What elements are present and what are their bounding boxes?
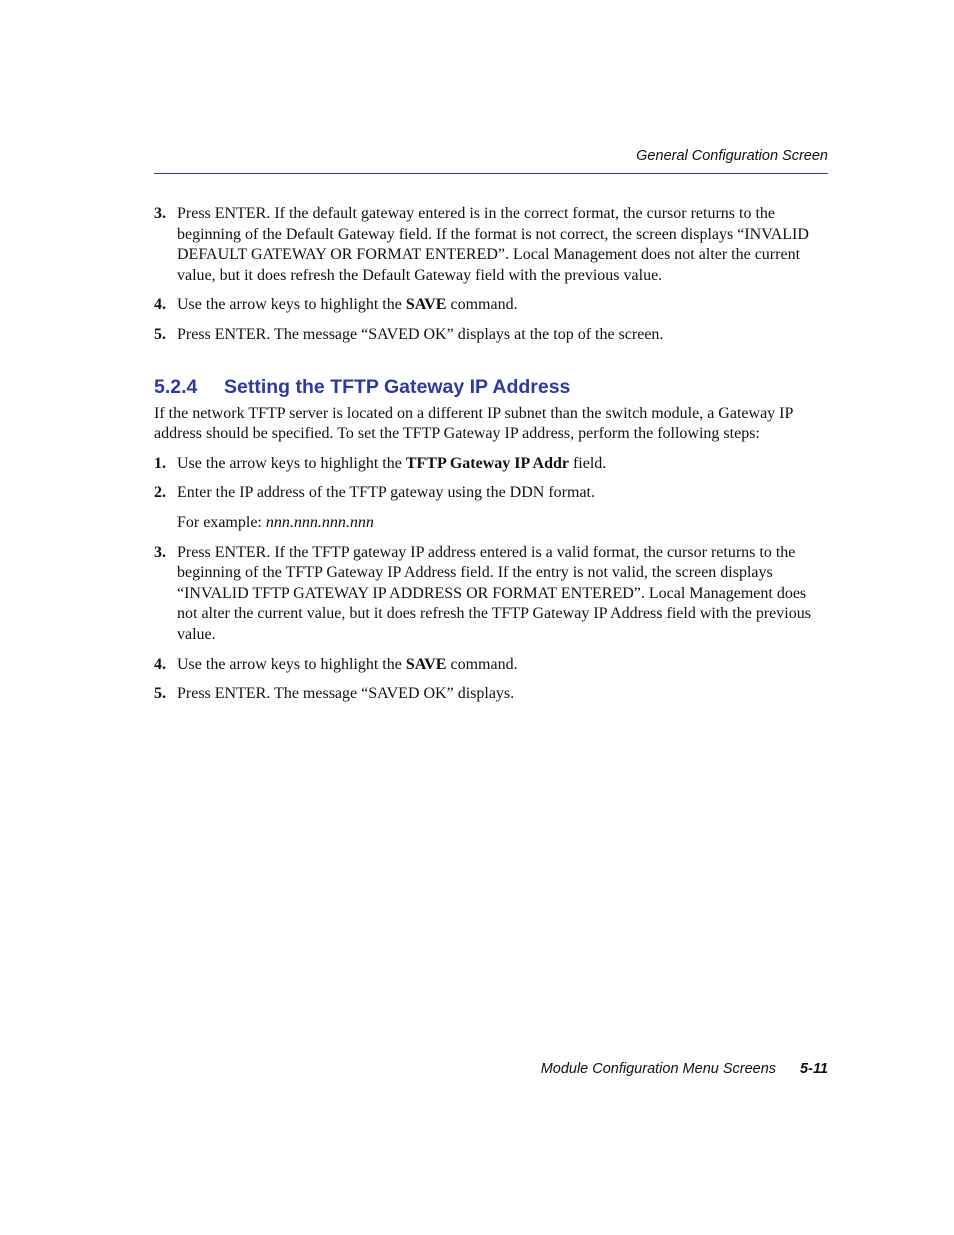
step-number: 5. bbox=[154, 325, 166, 343]
step-text-pre: Use the arrow keys to highlight the bbox=[177, 296, 406, 314]
section-title: Setting the TFTP Gateway IP Address bbox=[224, 375, 571, 398]
save-command-label: SAVE bbox=[405, 655, 447, 673]
step-5-enter bbox=[154, 684, 830, 705]
step-text: Press ENTER. If the TFTP gateway IP address entered is a valid format, the cursor returns to the beginning of the TFTP Gateway IP Address field. If the entry is not valid, the screen displays “INVALID TFTP GATEWAY IP ADDRESS OR FORMAT ENTERED”. Local Management does not alter the current value, but it does refresh the TFTP Gateway IP Address field with the previous value. bbox=[177, 543, 811, 643]
example-value: nnn.nnn.nnn.nnn bbox=[265, 513, 374, 531]
step-text-pre: Use the arrow keys to highlight the bbox=[177, 655, 406, 673]
save-command-label: SAVE bbox=[405, 296, 447, 314]
section-number: 5.2.4 bbox=[154, 375, 198, 398]
running-header: General Configuration Screen bbox=[636, 148, 828, 164]
step-4-save bbox=[154, 295, 830, 316]
page-number: 5-11 bbox=[800, 1061, 828, 1077]
footer-title: Module Configuration Menu Screens bbox=[540, 1061, 777, 1077]
example-label: For example: bbox=[177, 513, 266, 531]
step-2-enter-address bbox=[154, 483, 830, 504]
step-text-pre: Use the arrow keys to highlight the bbox=[177, 454, 406, 472]
step-text-post: command. bbox=[446, 655, 518, 673]
field-name: TFTP Gateway IP Addr bbox=[405, 454, 569, 472]
step-4-save bbox=[154, 655, 830, 676]
step-number: 3. bbox=[154, 543, 166, 561]
step-text-post: command. bbox=[446, 296, 518, 314]
page-body bbox=[154, 204, 830, 714]
step-text: Enter the IP address of the TFTP gateway using the DDN format. bbox=[177, 484, 595, 502]
step-number: 4. bbox=[154, 655, 166, 673]
step-number: 3. bbox=[154, 205, 166, 222]
example-note bbox=[154, 513, 830, 534]
step-text: Press ENTER. The message “SAVED OK” displays. bbox=[177, 685, 515, 703]
step-text: Press ENTER. If the default gateway entered is in the correct format, the cursor returns to the beginning of the Default Gateway field. If the format is not correct, the screen displays “INVALID DEFAULT GATEWAY OR FORMAT ENTERED”. Local Management does not alter the current value, but it does refresh the Default Gateway field with the previous value. bbox=[177, 205, 809, 284]
step-number: 2. bbox=[154, 484, 166, 502]
running-footer bbox=[541, 1061, 828, 1077]
step-number: 1. bbox=[154, 454, 166, 472]
step-5-enter bbox=[154, 325, 830, 346]
step-1-highlight-field bbox=[154, 454, 830, 475]
step-number: 4. bbox=[154, 296, 166, 314]
step-text: Press ENTER. The message “SAVED OK” displays at the top of the screen. bbox=[177, 325, 664, 343]
step-3-tftp-gateway bbox=[154, 543, 830, 646]
step-3-default-gateway bbox=[154, 204, 830, 286]
header-rule bbox=[154, 173, 828, 174]
section-heading bbox=[154, 375, 830, 399]
step-number: 5. bbox=[154, 685, 166, 703]
section-intro: If the network TFTP server is located on a different IP subnet than the switch module, a Gateway IP address should be specified. To set the TFTP Gateway IP address, perform the following steps: bbox=[154, 404, 793, 443]
step-text-post: field. bbox=[568, 454, 607, 472]
